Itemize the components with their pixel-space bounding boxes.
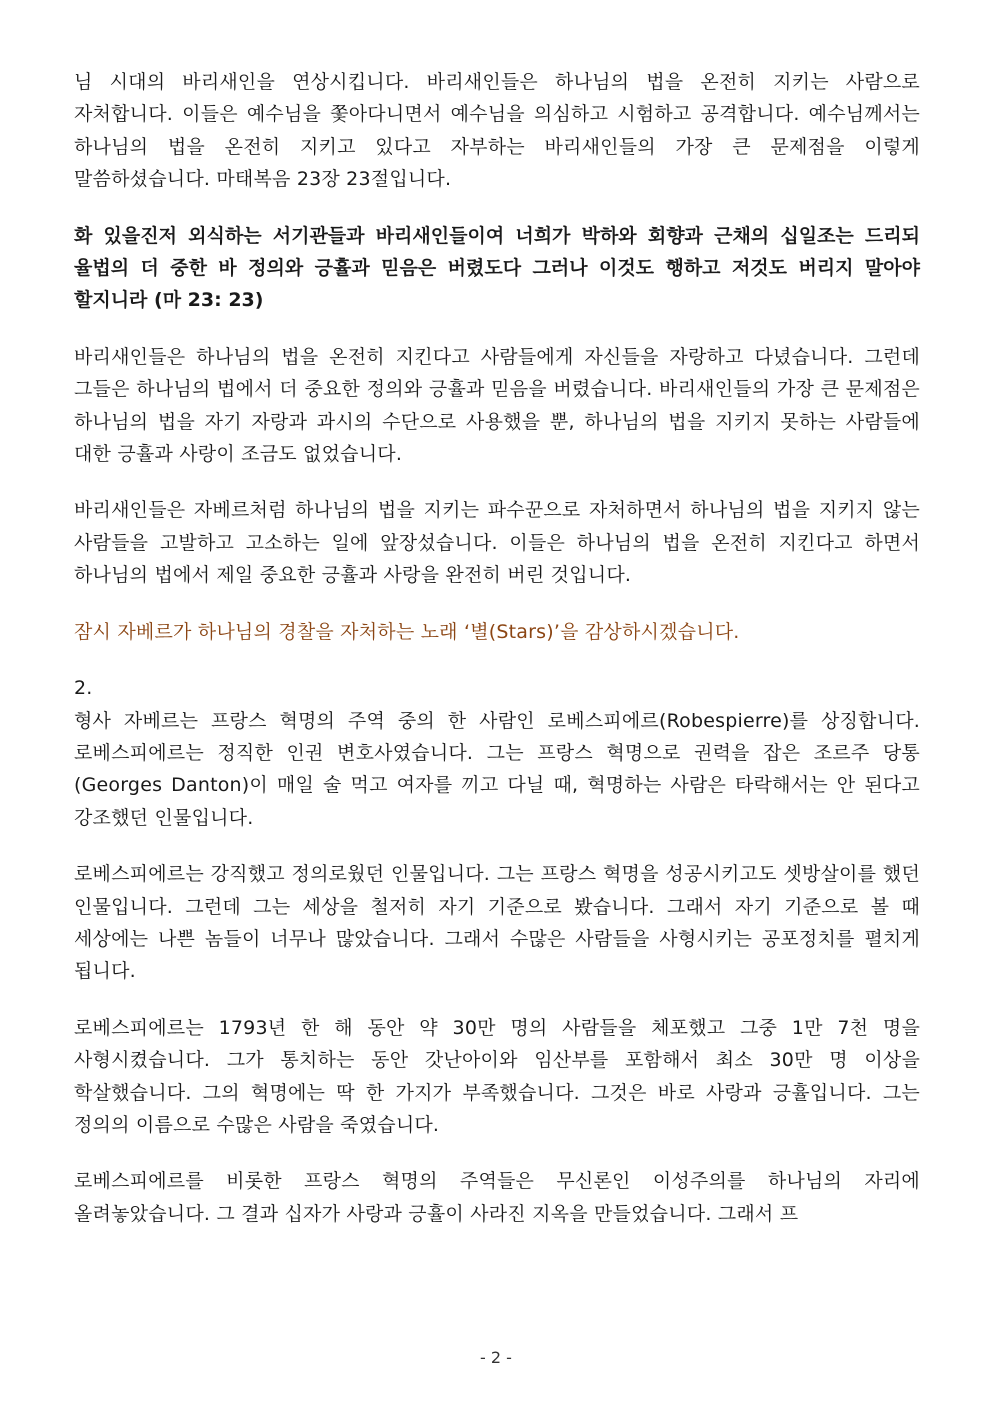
scripture-quote: 화 있을진저 외식하는 서기관들과 바리새인들이여 너희가 박하와 회향과 근채의 십일조는 드리되 율법의 더 중한 바 정의와 긍휼과 믿음은 버렸도다 그러나 이것도 행하고 저것도 버리지 말아야 할지니라 (마 23: 23) [74,224,920,312]
paragraph-javert-pharisees: 바리새인들은 자베르처럼 하나님의 법을 지키는 파수꾼으로 자처하면서 하나님의 법을 지키지 않는 사람들을 고발하고 고소하는 일에 앞장섰습니다. 이들은 하나님의 법을 온전히 지킨다고 하면서 하나님의 법에서 제일 중요한 긍휼과 사랑을 완전히 버린 것입니다. [74,499,920,587]
paragraph-reign-of-terror: 로베스피에르는 1793년 한 해 동안 약 30만 명의 사람들을 체포했고 그중 1만 7천 명을 사형시켰습니다. 그가 통치하는 동안 갓난아이와 임산부를 포함해서 최소 30만 명 이상을 학살했습니다. 그의 혁명에는 딱 한 가지가 부족했습니다. 그것은 바로 사랑과 긍휼입니다. 그는 정의의 이름으로 수많은 사람을 죽였습니다. [74,1016,920,1136]
document-body [74,66,920,1230]
paragraph-pharisees-intro: 님 시대의 바리새인을 연상시킵니다. 바리새인들은 하나님의 법을 온전히 지키는 사람으로 자처합니다. 이들은 예수님을 쫓아다니면서 예수님을 의심하고 시험하고 공격합니다. 예수님께서는 하나님의 법을 온전히 지키고 있다고 자부하는 바리새인들의 가장 큰 문제점을 이렇게 말씀하셨습니다. 마태복음 23장 23절입니다. [74,71,920,191]
paragraph-robespierre-character: 로베스피에르는 강직했고 정의로웠던 인물입니다. 그는 프랑스 혁명을 성공시키고도 셋방살이를 했던 인물입니다. 그런데 그는 세상을 철저히 자기 기준으로 봤습니다. 그래서 자기 기준으로 볼 때 세상에는 나쁜 놈들이 너무나 많았습니다. 그래서 수많은 사람들을 사형시키는 공포정치를 펼치게 됩니다. [74,863,921,983]
paragraph-atheism-reason: 로베스피에르를 비롯한 프랑스 혁명의 주역들은 무신론인 이성주의를 하나님의 자리에 올려놓았습니다. 그 결과 십자가 사랑과 긍휼이 사라진 지옥을 만들었습니다. 그래서 프 [74,1170,920,1225]
paragraph-robespierre-intro: 형사 자베르는 프랑스 혁명의 주역 중의 한 사람인 로베스피에르(Robespierre)를 상징합니다. 로베스피에르는 정직한 인권 변호사였습니다. 그는 프랑스 혁명으로 권력을 잡은 조르주 당통(Georges Danton)이 매일 술 먹고 여자를 끼고 다닐 때, 혁명하는 사람은 타락해서는 안 된다고 강조했던 인물입니다. [74,709,920,829]
paragraph-pharisees-boast: 바리새인들은 하나님의 법을 온전히 지킨다고 사람들에게 자신들을 자랑하고 다녔습니다. 그런데 그들은 하나님의 법에서 더 중요한 정의와 긍휼과 믿음을 버렸습니다. 바리새인들의 가장 큰 문제점은 하나님의 법을 자기 자랑과 과시의 수단으로 사용했을 뿐, 하나님의 법을 지키지 못하는 사람들에 대한 긍휼과 사랑이 조금도 없었습니다. [74,345,920,466]
section-number: 2. [74,677,93,700]
page-number: - 2 - [480,1348,512,1367]
song-announcement: 잠시 자베르가 하나님의 경찰을 자처하는 노래 ‘별(Stars)’을 감상하시겠습니다. [74,620,740,643]
